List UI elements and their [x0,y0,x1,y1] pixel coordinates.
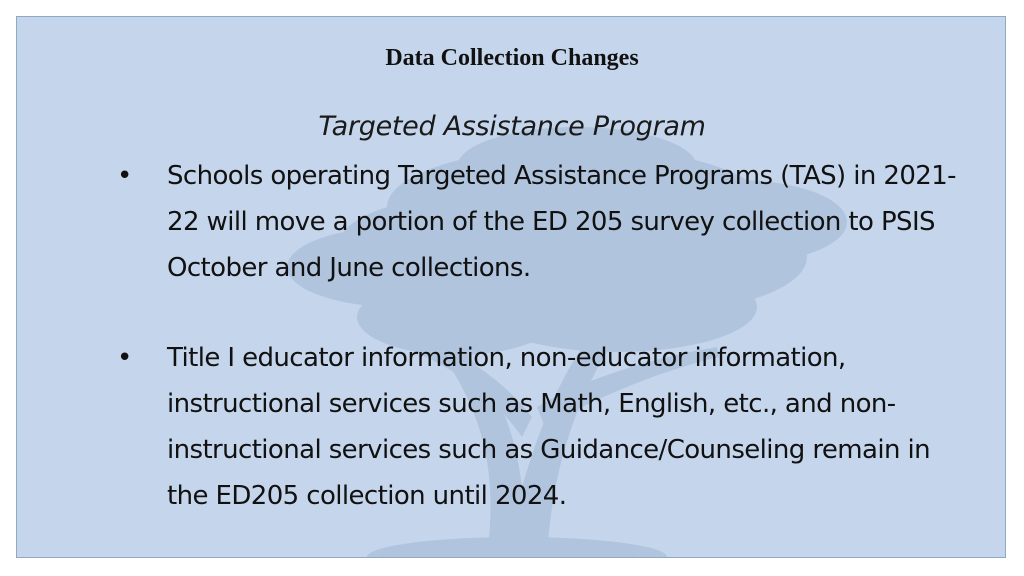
slide-subtitle: Targeted Assistance Program [318,111,706,142]
slide-title: Data Collection Changes [385,45,639,71]
bullet-text: Title I educator information, non-educator information, instructional services such as Math, English, etc., and non-instructional services such as Guidance/Counseling remain in the ED205 collection until 2024. [167,343,930,511]
bullet-item-tas-move [117,153,977,291]
bullet-item-title-i-remain [117,335,977,519]
bullet-text: Schools operating Targeted Assistance Programs (TAS) in 2021-22 will move a portion of the ED 205 survey collection to PSIS October and June collections. [167,161,956,283]
bullet-list [117,153,977,519]
slide [16,16,1006,558]
bullet-marker: • [117,343,132,373]
bullet-marker: • [117,161,132,191]
